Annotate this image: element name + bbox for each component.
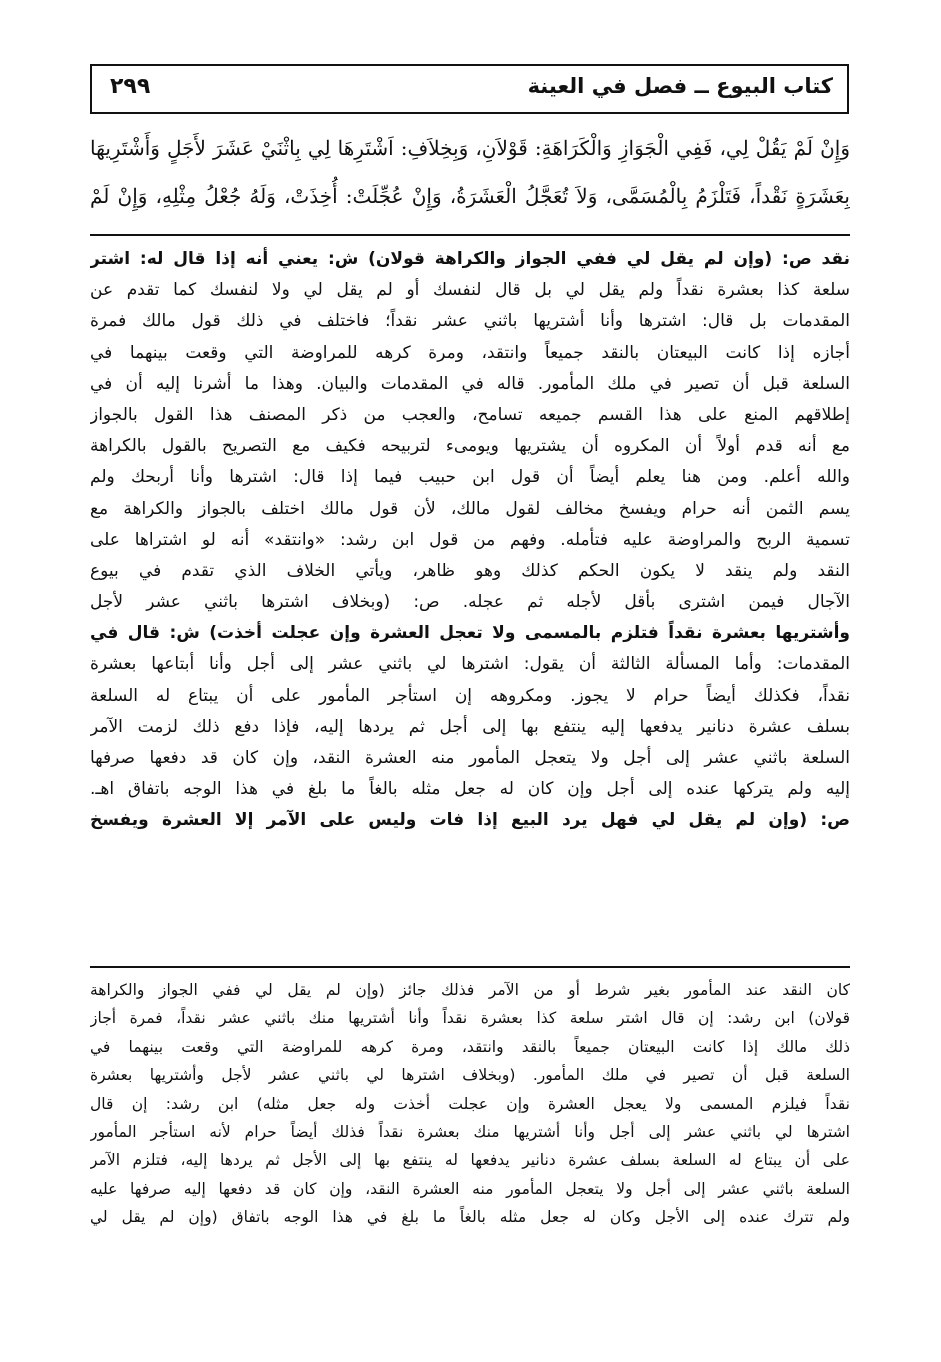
commentary-line: أجازه إذا كانت البيعتان بالنقد جميعاً وانتقد، ومرة كرهه للمراوضة التي وقعت بينهما في <box>90 342 850 363</box>
footnote-line: نقداً فيلزم المسمى ولا يعجل العشرة وإن عجلت أخذت وله جعل مثله) ابن رشد: إن قال <box>90 1094 850 1113</box>
commentary-line: سلعة كذا بعشرة نقداً ولم يقل لي بل قال لنفسك أو لم يقل لي ولا لنفسك كما تقدم عن <box>90 280 850 301</box>
commentary-line: المقدمات: وأما المسألة الثالثة أن يقول: اشترها لي باثني عشر إلى أجل وأنا أبتاعها بعشرة <box>90 654 850 675</box>
commentary-line: نقداً، فكذلك أيضاً حرام لا يجوز. ومكروهه إن استأجر المأمور على أن يبتاع له السلعة <box>90 685 850 706</box>
footnote-divider <box>90 966 850 968</box>
commentary-line: السلعة باثني عشر إلى أجل ولا يتعجل المأمور منه العشرة النقد، وإن كان قد دفعها صرفها <box>90 748 850 768</box>
running-header <box>90 64 849 114</box>
commentary-line: إطلاقهم المنع على هذا القسم جميعه تسامح، والعجب من ذكر المصنف هذا القول بالجواز <box>90 404 850 425</box>
footnote-line: قولان) ابن رشد: إن قال اشتر سلعة كذا بعشرة نقداً وأنا أشتريها منك باثني عشر نقداً، فمرة أجاز <box>90 1009 850 1028</box>
footnote-line: السلعة باثني عشر إلى أجل ولا يتعجل المأمور منه العشرة النقد، وإن كان قد دفعها إليه صرفها عليه <box>90 1179 850 1198</box>
commentary-line: يسم الثمن أنه حرام ويفسخ مخالف لقول مالك، لأن قول مالك اختلف بالجواز والكراهة مع <box>90 498 850 519</box>
commentary-line: بسلف عشرة دنانير يدفعها إليه ينتفع بها إلى أجل ثم يردها إليه، فإذا دفع ذلك لزمت الآمر <box>90 716 850 737</box>
matn-text <box>90 124 850 220</box>
commentary-line: السلعة قبل أن تصير في ملك المأمور. قاله في المقدمات والبيان. وهذا ما أشرنا إليه أن في <box>90 373 850 394</box>
footnote-line: على أن يبتاع له السلعة بسلف عشرة دنانير يدفعها له ينتفع بها إلى الأجل ثم يردها إليه، فتلزم الآمر <box>90 1151 850 1170</box>
matn-line: بِعَشَرَةٍ نَقْداً، فَتَلْزَمُ بِالْمُسَمَّى، وَلاَ تُعَجَّلُ الْعَشَرَةُ، وَإِنْ عُجِّلَتْ: أُخِذَتْ، وَلَهُ جُعْلُ مِثْلِهِ، وَإِنْ لَمْ <box>90 184 850 208</box>
footnote-line: اشترها لي باثني عشر إلى أجل وأنا أشتريها منك بعشرة نقداً فذلك أيضاً حرام لأنه استأجر المأمور <box>90 1122 850 1141</box>
commentary-line: نقد ص: (وإن لم يقل لي ففي الجواز والكراهة قولان) ش: يعني أنه إذا قال له: اشتر <box>90 249 850 269</box>
chapter-title: كتاب البيوع ــ فصل في العينة <box>527 74 833 98</box>
matn-divider <box>90 234 850 236</box>
commentary-line: المقدمات بل قال: اشترها وأنا أشتريها باثني عشر نقداً؛ فاختلف في ذلك قول مالك فمرة <box>90 311 850 332</box>
commentary-text <box>90 244 850 837</box>
commentary-line: تسمية الربح والمراوضة عليه فتأمله. وفهم من قول ابن رشد: «وانتقد» أنه لو اشتراها على <box>90 529 850 550</box>
footnote-line: ولم تترك عنده إلى الأجل وكان له جعل مثله بالغاً ما بلغ في هذا الوجه باتفاق (وإن لم يقل لي <box>90 1208 850 1227</box>
commentary-line: ص: (وإن لم يقل لي فهل يرد البيع إذا فات وليس على الآمر إلا العشرة ويفسخ <box>90 810 850 831</box>
footnote-text <box>90 976 850 1232</box>
footnote-line: ذلك مالك إذا كانت البيعتان جميعاً بالنقد وانتقد، ومرة كرهه للمراوضة التي وقعت بينهما في <box>90 1037 850 1056</box>
matn-line: وَإِنْ لَمْ يَقُلْ لِي، فَفِي الْجَوَازِ وَالْكَرَاهَةِ: قَوْلاَنِ، وَبِخِلاَفِ: اَشْتَرِهَا لِي بِاثْنَيْ عَشَرَ لأَجَلٍ وَأَشْتَرِيهَا <box>90 136 850 160</box>
commentary-line: مع أنه قدم أولاً أن المكروه أن يشتريها ويومىء لتربيحه فكيف مع التصريح بالقول بالكراهة <box>90 436 850 457</box>
page-number: ٢٩٩ <box>110 74 151 99</box>
footnote-line: السلعة قبل أن تصير في ملك المأمور. (وبخلاف اشترها لي باثني عشر لأجل وأشتريها بعشرة <box>90 1066 850 1085</box>
commentary-line: النقد ولم ينقد لا يكون الحكم كذلك وهو ظاهر، ويأتي الخلاف الذي تقدم في بيوع <box>90 560 850 581</box>
commentary-line: إليه ولم يتركها عنده إلى أجل وإن كان له جعل مثله بالغاً ما بلغ في هذا الوجه باتفاق اهـ. <box>90 779 850 800</box>
commentary-line: والله أعلم. ومن هنا يعلم أيضاً أن قول ابن حبيب فيما إذا قال: اشترها وأنا أربحك ولم <box>90 467 850 488</box>
commentary-line: الآجال فيمن اشترى بأقل لأجله ثم عجله. ص: (وبخلاف اشترها باثني عشر لأجل <box>90 592 850 613</box>
commentary-line: وأشتريها بعشرة نقداً فتلزم بالمسمى ولا تعجل العشرة وإن عجلت أخذت) ش: قال في <box>90 623 850 644</box>
footnote-line: كان النقد عند المأمور بغير شرط أو من الآمر فذلك جائز (وإن لم يقل لي ففي الجواز والكراهة <box>90 981 850 999</box>
